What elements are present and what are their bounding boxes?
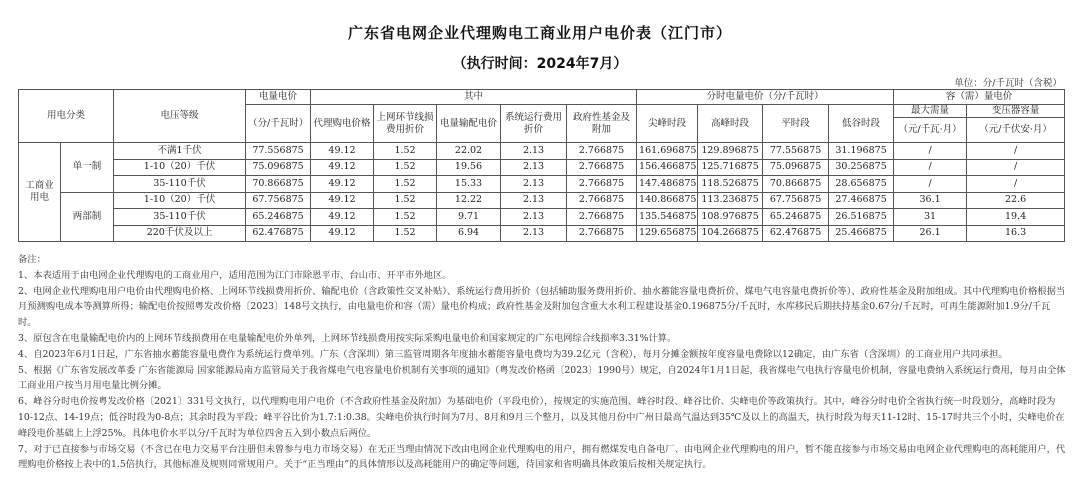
price-table	[18, 89, 1065, 242]
sys-cell: 2.13	[501, 225, 567, 242]
agent-cell: 49.12	[311, 225, 374, 242]
transformer-cell: 19.4	[967, 209, 1065, 226]
peak-cell: 108.976875	[698, 209, 763, 226]
sharp-cell: 129.656875	[637, 225, 698, 242]
energy-cell: 77.556875	[246, 143, 311, 160]
agent-cell: 49.12	[311, 192, 374, 209]
header-transformer-unit: （元/千伏安·月）	[967, 118, 1065, 143]
header-system-operation: 系统运行费用折价	[501, 105, 567, 143]
agent-cell: 49.12	[311, 159, 374, 176]
flat-cell: 75.096875	[763, 159, 829, 176]
demand-cell: 26.1	[894, 225, 967, 242]
peak-cell: 113.236875	[698, 192, 763, 209]
sharp-cell: 147.486875	[637, 176, 698, 193]
transformer-cell: 16.3	[967, 225, 1065, 242]
peak-cell: 118.526875	[698, 176, 763, 193]
valley-cell: 30.256875	[829, 159, 894, 176]
loss-cell: 1.52	[374, 176, 437, 193]
note-item: 3、原包含在电量输配电价内的上网环节线损费用在电量输配电价外单列，上网环节线损费用按实际采购电量电价和国家规定的广东电网综合线损率3.31%计算。	[18, 332, 677, 344]
group-cell-single: 单一制	[61, 143, 114, 193]
demand-cell: /	[894, 159, 967, 176]
table-row	[19, 159, 1065, 176]
header-transformer: 变压器容量	[967, 105, 1065, 118]
header-voltage: 电压等级	[114, 90, 246, 143]
transformer-cell: /	[967, 143, 1065, 160]
agent-cell: 49.12	[311, 209, 374, 226]
demand-cell: /	[894, 143, 967, 160]
energy-cell: 65.246875	[246, 209, 311, 226]
demand-cell: 36.1	[894, 192, 967, 209]
sharp-cell: 156.466875	[637, 159, 698, 176]
fund-cell: 2.766875	[567, 159, 637, 176]
header-line-loss: 上网环节线损费用折价	[374, 105, 437, 143]
trans-cell: 15.33	[437, 176, 501, 193]
valley-cell: 28.656875	[829, 176, 894, 193]
header-energy-price: 电量电价	[246, 90, 311, 105]
energy-cell: 70.866875	[246, 176, 311, 193]
transformer-cell: /	[967, 159, 1065, 176]
fund-cell: 2.766875	[567, 192, 637, 209]
notes-section	[18, 252, 1068, 473]
loss-cell: 1.52	[374, 159, 437, 176]
header-capacity-price: 容（需）量电价	[894, 90, 1065, 105]
sharp-cell: 140.866875	[637, 192, 698, 209]
valley-cell: 25.466875	[829, 225, 894, 242]
transformer-cell: 22.6	[967, 192, 1065, 209]
header-gov-fund: 政府性基金及附加	[567, 105, 637, 143]
flat-cell: 65.246875	[763, 209, 829, 226]
unit-label: 单位：分/千瓦时（含税）	[954, 78, 1062, 89]
voltage-cell: 35-110千伏	[114, 209, 246, 226]
energy-cell: 75.096875	[246, 159, 311, 176]
peak-cell: 125.716875	[698, 159, 763, 176]
note-item: 6、峰谷分时电价按粤发改价格〔2021〕331号文执行，以代理购电用户电价（不含政府性基金及附加）为基础电价（平段电价），按规定的实施范围、峰谷时段、峰谷比价、尖峰电价等政策执行。其中，峰谷分时电价全省执行统一时段划分，高峰时段为10-12点、14-19点；低谷时段为0-8点；其余时段为平段；峰平谷比价为1.7:1:0.38。尖峰电价执行时间为7月、8月和9月三个整月，以及其他月份中广州日最高气温达到35℃及以上的高温天，执行时段为每天11-12时、15-17时共三个小时，尖峰电价在峰段电价基础上上浮25%。具体电价水平以分/千瓦时为单位四舍五入到小数点后两位。	[18, 396, 1065, 439]
fund-cell: 2.766875	[567, 209, 637, 226]
table-row	[19, 209, 1065, 226]
execution-date: （执行时间：2024年7月）	[452, 56, 628, 72]
loss-cell: 1.52	[374, 143, 437, 160]
transformer-cell: /	[967, 176, 1065, 193]
note-item: 5、根据《广东省发展改革委 广东省能源局 国家能源局南方监管局关于我省煤电气电容量电价机制有关事项的通知》（粤发改价格函〔2023〕1990号）规定，自2024年1月1日起，我省煤电气电执行容量电价机制，容量电费纳入系统运行费用，每月由全体工商业用户按当月用电量比例分摊。	[18, 364, 1066, 392]
trans-cell: 6.94	[437, 225, 501, 242]
loss-cell: 1.52	[374, 192, 437, 209]
valley-cell: 27.466875	[829, 192, 894, 209]
flat-cell: 70.866875	[763, 176, 829, 193]
trans-cell: 22.02	[437, 143, 501, 160]
flat-cell: 77.556875	[763, 143, 829, 160]
note-item: 1、本表适用于由电网企业代理购电的工商业用户，适用范围为江门市除恩平市、台山市、开平市外地区。	[18, 269, 452, 281]
voltage-cell: 1-10（20）千伏	[114, 159, 246, 176]
page-title: 广东省电网企业代理购电工商业用户电价表（江门市）	[347, 24, 732, 42]
energy-cell: 67.756875	[246, 192, 311, 209]
notes-heading: 备注：	[18, 254, 46, 265]
peak-cell: 104.266875	[698, 225, 763, 242]
table-row	[19, 143, 1065, 160]
note-item: 2、电网企业代理购电用户电价由代理购电价格、上网环节线损费用折价、输配电价（含政策性交叉补贴）、系统运行费用折价（包括辅助服务费用折价、抽水蓄能容量电费折价、煤电气电容量电费折价等）、政府性基金及附加组成。其中代理购电价格根据当月预测购电成本等测算所得；输配电价按照粤发改价格〔2023〕148号文执行，由电量电价和容（需）量电价构成；政府性基金及附加包含重大水利工程建设基金0.196875分/千瓦时，水库移民后期扶持基金0.67分/千瓦时，可再生能源附加1.9分/千瓦时。	[18, 285, 1066, 329]
valley-cell: 31.196875	[829, 143, 894, 160]
voltage-cell: 不满1千伏	[114, 143, 246, 160]
table-row	[19, 176, 1065, 193]
sys-cell: 2.13	[501, 176, 567, 193]
loss-cell: 1.52	[374, 225, 437, 242]
agent-cell: 49.12	[311, 176, 374, 193]
fund-cell: 2.766875	[567, 143, 637, 160]
note-item: 7、对于已直接参与市场交易（不含已在电力交易平台注册但未曾参与电力市场交易）在无正当理由情况下改由电网企业代理购电的用户，拥有燃煤发电自备电厂、由电网企业代理购电的用户，暂不能直接参与市场交易由电网企业代理购电的高耗能用户，代理购电价格按上表中的1.5倍执行，其他标准及规则同常规用户。关于“正当理由”的具体情形以及高耗能用户的确定等问题，待国家和省明确具体政策后按相关规定执行。	[18, 443, 1066, 471]
header-max-demand-unit: （元/千瓦·月）	[894, 118, 967, 143]
flat-cell: 67.756875	[763, 192, 829, 209]
energy-cell: 62.476875	[246, 225, 311, 242]
voltage-cell: 220千伏及以上	[114, 225, 246, 242]
header-flat: 平时段	[763, 105, 829, 143]
header-tou-price: 分时电量电价（分/千瓦时）	[637, 90, 894, 105]
note-item: 4、自2023年6月1日起，广东省抽水蓄能容量电费作为系统运行费单列。广东（含深圳）第三监管周期各年度抽水蓄能容量电费均为39.2亿元（含税），每月分摊金额按年度容量电费除以12确定，由广东省（含深圳）的工商业用户共同承担。	[18, 348, 1008, 360]
trans-cell: 9.71	[437, 209, 501, 226]
header-category: 用电分类	[19, 90, 114, 143]
sys-cell: 2.13	[501, 192, 567, 209]
header-sharp-peak: 尖峰时段	[637, 105, 698, 143]
valley-cell: 26.516875	[829, 209, 894, 226]
table-row	[19, 225, 1065, 242]
fund-cell: 2.766875	[567, 225, 637, 242]
trans-cell: 12.22	[437, 192, 501, 209]
flat-cell: 62.476875	[763, 225, 829, 242]
demand-cell: 31	[894, 209, 967, 226]
sys-cell: 2.13	[501, 143, 567, 160]
sys-cell: 2.13	[501, 159, 567, 176]
header-energy-price-unit: （分/千瓦时）	[246, 105, 311, 143]
trans-cell: 19.56	[437, 159, 501, 176]
header-peak: 高峰时段	[698, 105, 763, 143]
header-agent-price: 代理购电价格	[311, 105, 374, 143]
sharp-cell: 135.546875	[637, 209, 698, 226]
loss-cell: 1.52	[374, 209, 437, 226]
category-cell: 工商业用电	[19, 143, 61, 242]
header-transmission: 电量输配电价	[437, 105, 501, 143]
group-cell-two-part: 两部制	[61, 192, 114, 242]
agent-cell: 49.12	[311, 143, 374, 160]
fund-cell: 2.766875	[567, 176, 637, 193]
header-max-demand: 最大需量	[894, 105, 967, 118]
table-row	[19, 192, 1065, 209]
demand-cell: /	[894, 176, 967, 193]
header-valley: 低谷时段	[829, 105, 894, 143]
voltage-cell: 35-110千伏	[114, 176, 246, 193]
sys-cell: 2.13	[501, 209, 567, 226]
sharp-cell: 161.696875	[637, 143, 698, 160]
header-of-which: 其中	[311, 90, 637, 105]
peak-cell: 129.896875	[698, 143, 763, 160]
voltage-cell: 1-10（20）千伏	[114, 192, 246, 209]
